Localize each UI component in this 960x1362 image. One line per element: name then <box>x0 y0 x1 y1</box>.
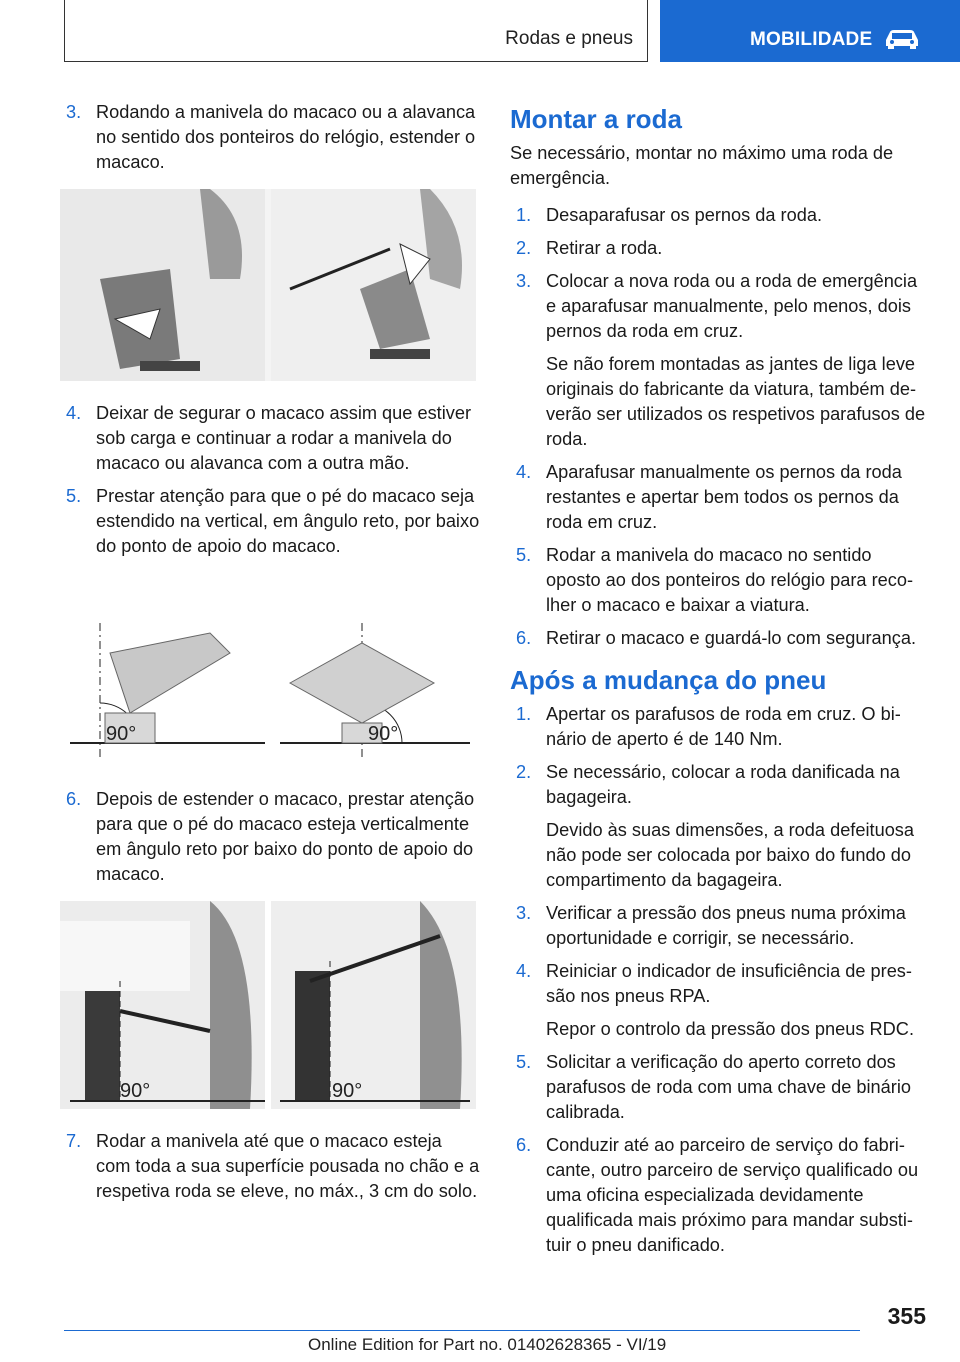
step-text: Rodar a manivela do macaco no sentido oposto ao dos ponteiros do relógio para recolher o macaco e baixar a viatura. <box>546 545 914 615</box>
step-note: Repor o controlo da pressão dos pneus RDC. <box>546 1019 914 1039</box>
step-number: 4. <box>516 462 532 482</box>
list-item <box>60 100 480 175</box>
step-number: 4. <box>516 961 532 981</box>
list-item <box>510 1133 930 1258</box>
step-number: 5. <box>516 1052 532 1072</box>
list-item <box>510 269 930 344</box>
step-number: 3. <box>516 903 532 923</box>
step-number: 2. <box>516 238 532 258</box>
list-item <box>60 787 480 887</box>
list-item <box>510 460 930 535</box>
step-text: Verificar a pressão dos pneus numa próxima oportunidade e corrigir, se necessário. <box>546 903 906 948</box>
jack-angle-illustration <box>60 613 476 763</box>
step-number: 3. <box>516 271 532 291</box>
step-number: 4. <box>66 403 82 423</box>
section-title: Rodas e pneus <box>505 28 633 49</box>
intro-paragraph: Se necessário, montar no máximo uma roda de emergência. <box>510 143 894 188</box>
step-text: Rodar a manivela até que o macaco esteja com toda a sua superfície pousada no chão e a respetiva roda se eleve, no máx., 3 cm do solo. <box>96 1131 480 1201</box>
angle-label: 90° <box>106 723 137 745</box>
list-item <box>510 1050 930 1125</box>
edition-footer: Online Edition for Part no. 01402628365 - VI/19 <box>308 1335 667 1354</box>
category-tab[interactable] <box>660 0 960 62</box>
list-item <box>510 959 930 1009</box>
list-item <box>60 484 480 559</box>
list-item <box>510 702 930 752</box>
header-section-box <box>64 0 648 62</box>
step-number: 5. <box>66 486 82 506</box>
figure-jack-angle <box>60 613 480 763</box>
section-heading-mount-wheel: Montar a roda <box>510 104 682 134</box>
footer-divider <box>64 1330 860 1331</box>
step-number: 5. <box>516 545 532 565</box>
step-note: Devido às suas dimensões, a roda defeituosa não pode ser colocada por baixo do fundo do compartimento da bagageira. <box>546 820 915 890</box>
step-text: Retirar o macaco e guardá-lo com segurança. <box>546 628 916 648</box>
step-text: Apertar os parafusos de roda em cruz. O binário de aperto é de 140 Nm. <box>546 704 901 749</box>
step-text: Conduzir até ao parceiro de serviço do fabricante, outro parceiro de serviço qualificado ou uma oficina especializada devidamente qualificada mais próximo para mandar substituir o pneu danificado. <box>546 1135 919 1255</box>
step-number: 2. <box>516 762 532 782</box>
list-item <box>510 901 930 951</box>
step-text: Rodando a manivela do macaco ou a alavanca no sentido dos ponteiros do relógio, estender o macaco. <box>96 102 476 172</box>
list-item <box>510 760 930 810</box>
step-number: 1. <box>516 704 532 724</box>
left-column <box>60 100 480 1212</box>
step-number: 1. <box>516 205 532 225</box>
jack-extend-illustration <box>60 189 476 381</box>
car-icon <box>882 26 922 50</box>
step-text: Prestar atenção para que o pé do macaco seja estendido na vertical, em ângulo reto, por baixo do ponto de apoio do macaco. <box>96 486 480 556</box>
list-item <box>510 236 930 261</box>
list-item <box>510 626 930 651</box>
angle-label: 90° <box>368 723 399 745</box>
list-item <box>60 1129 480 1204</box>
list-item <box>510 203 930 228</box>
step-note: Se não forem montadas as jantes de liga leve originais do fabricante da viatura, também deverão ser utilizados os respetivos parafusos de roda. <box>546 354 926 449</box>
step-text: Deixar de segurar o macaco assim que estiver sob carga e continuar a rodar a manivela do macaco ou alavanca com a outra mão. <box>96 403 472 473</box>
figure-jack-extend <box>60 189 480 381</box>
list-item <box>510 543 930 618</box>
angle-label: 90° <box>332 1080 363 1102</box>
step-number: 6. <box>516 628 532 648</box>
figure-jack-vertical <box>60 901 480 1109</box>
step-text: Solicitar a verificação do aperto correto dos parafusos de roda com uma chave de binário calibrada. <box>546 1052 911 1122</box>
page-number: 355 <box>887 1303 926 1329</box>
step-number: 3. <box>66 102 82 122</box>
step-number: 6. <box>516 1135 532 1155</box>
step-number: 7. <box>66 1131 82 1151</box>
angle-label: 90° <box>120 1080 151 1102</box>
step-text: Depois de estender o macaco, prestar atenção para que o pé do macaco esteja verticalmente em ângulo reto por baixo do ponto de apoio do macaco. <box>96 789 475 884</box>
step-text: Reiniciar o indicador de insuficiência de pressão nos pneus RPA. <box>546 961 912 1006</box>
step-number: 6. <box>66 789 82 809</box>
step-text: Se necessário, colocar a roda danificada na bagageira. <box>546 762 900 807</box>
step-text: Aparafusar manualmente os pernos da roda restantes e apertar bem todos os pernos da roda em cruz. <box>546 462 902 532</box>
category-label: MOBILIDADE <box>750 29 873 50</box>
section-heading-after-change: Após a mudança do pneu <box>510 665 827 695</box>
step-text: Retirar a roda. <box>546 238 663 258</box>
list-item <box>60 401 480 476</box>
step-text: Colocar a nova roda ou a roda de emergência e aparafusar manualmente, pelo menos, dois pernos da roda em cruz. <box>546 271 918 341</box>
step-text: Desaparafusar os pernos da roda. <box>546 205 823 225</box>
jack-vertical-illustration <box>60 901 476 1109</box>
right-column <box>510 104 930 1266</box>
